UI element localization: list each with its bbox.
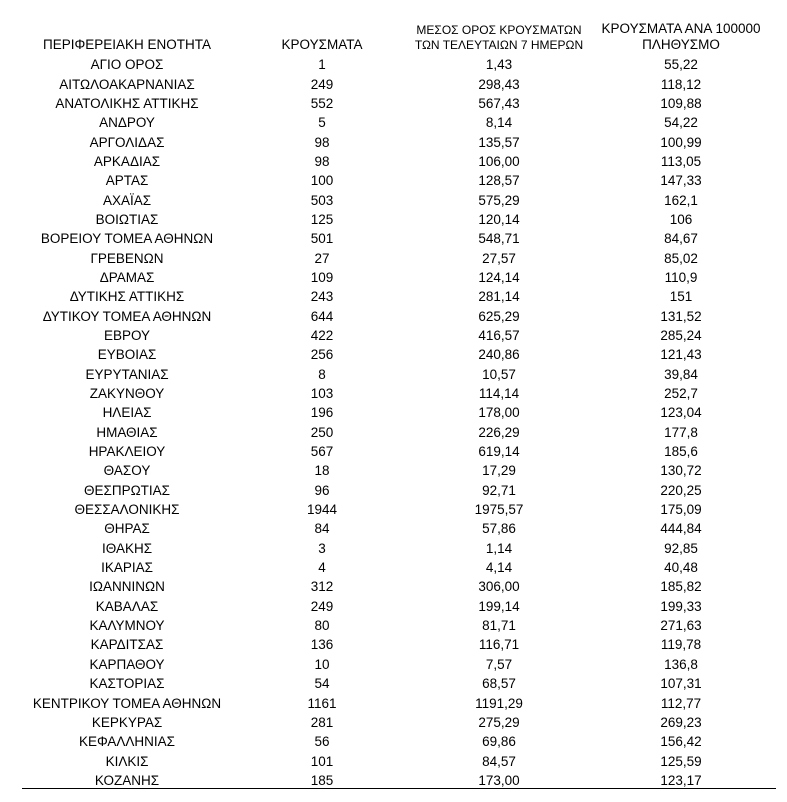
cases-cell: 136	[310, 637, 334, 653]
table-row	[22, 152, 776, 171]
region-cell: ΗΡΑΚΛΕΙΟΥ	[88, 444, 166, 460]
cases-cell: 10	[314, 656, 330, 672]
cases-cell: 103	[310, 386, 334, 402]
region-cell: ΕΥΒΟΙΑΣ	[97, 347, 157, 363]
per-100k-cell: 107,31	[660, 676, 702, 692]
region-cell: ΔΥΤΙΚΗΣ ΑΤΤΙΚΗΣ	[69, 289, 185, 305]
table-row	[22, 442, 776, 461]
per-100k-cell: 130,72	[660, 463, 702, 479]
per-100k-cell: 269,23	[660, 714, 702, 730]
region-cell: ΕΥΡΥΤΑΝΙΑΣ	[85, 366, 169, 382]
cases-cell: 567	[310, 444, 334, 460]
avg-7-days-cell: 106,00	[478, 153, 520, 169]
table-row	[22, 94, 776, 113]
table-row	[22, 132, 776, 151]
avg-7-days-cell: 306,00	[478, 579, 520, 595]
per-100k-cell: 125,59	[660, 753, 702, 769]
avg-7-days-cell: 1191,29	[475, 695, 523, 711]
cases-cell: 84	[314, 521, 330, 537]
region-cell: ΚΕΡΚΥΡΑΣ	[91, 714, 163, 730]
region-cell: ΓΡΕΒΕΝΩΝ	[90, 250, 164, 266]
avg-7-days-cell: 1,14	[485, 540, 513, 556]
avg-7-days-cell: 17,29	[482, 463, 516, 479]
region-cell: ΘΗΡΑΣ	[104, 521, 150, 537]
region-cell: ΘΕΣΣΑΛΟΝΙΚΗΣ	[74, 502, 180, 518]
avg-7-days-cell: 275,29	[478, 714, 520, 730]
per-100k-cell: 40,48	[664, 560, 698, 576]
per-100k-cell: 92,85	[664, 540, 698, 556]
per-100k-cell: 185,82	[660, 579, 702, 595]
avg-7-days-cell: 81,71	[482, 618, 516, 634]
cases-cell: 196	[310, 405, 334, 421]
avg-7-days-cell: 575,29	[478, 192, 520, 208]
region-cell: ΑΝΑΤΟΛΙΚΗΣ ΑΤΤΙΚΗΣ	[55, 95, 199, 111]
region-cell: ΘΕΣΠΡΩΤΙΑΣ	[83, 482, 171, 498]
table-row	[22, 500, 776, 519]
avg-7-days-cell: 4,14	[485, 560, 513, 576]
avg-7-days-cell: 114,14	[478, 386, 520, 402]
region-cell: ΚΑΡΔΙΤΣΑΣ	[90, 637, 164, 653]
header-avg-line2: ΤΩΝ ΤΕΛΕΥΤΑΙΩΝ 7 ΗΜΕΡΩΝ	[414, 38, 584, 52]
table-row	[22, 481, 776, 500]
table-row	[22, 229, 776, 248]
per-100k-cell: 109,88	[660, 95, 702, 111]
avg-7-days-cell: 240,86	[478, 347, 520, 363]
table-row	[22, 248, 776, 267]
per-100k-cell: 156,42	[660, 734, 702, 750]
table-row	[22, 190, 776, 209]
region-cell: ΚΕΝΤΡΙΚΟΥ ΤΟΜΕΑ ΑΘΗΝΩΝ	[32, 695, 222, 711]
table-row	[22, 539, 776, 558]
avg-7-days-cell: 226,29	[478, 424, 520, 440]
avg-7-days-cell: 57,86	[482, 521, 516, 537]
per-100k-cell: 110,9	[664, 269, 698, 285]
table-row	[22, 268, 776, 287]
avg-7-days-cell: 173,00	[478, 772, 520, 788]
table-row	[22, 113, 776, 132]
table-row	[22, 577, 776, 596]
per-100k-cell: 55,22	[664, 57, 698, 73]
cases-cell: 18	[314, 463, 330, 479]
header-avg-7-days	[412, 16, 586, 55]
avg-7-days-cell: 10,57	[482, 366, 516, 382]
table-row	[22, 171, 776, 190]
cases-cell: 243	[310, 289, 334, 305]
per-100k-cell: 220,25	[660, 482, 702, 498]
region-cell: ΗΛΕΙΑΣ	[102, 405, 152, 421]
cases-cell: 422	[310, 327, 334, 343]
region-cell: ΚΟΖΑΝΗΣ	[94, 772, 160, 788]
table-row	[22, 403, 776, 422]
cases-cell: 5	[318, 115, 326, 131]
table-row	[22, 210, 776, 229]
cases-cell: 1161	[307, 695, 337, 711]
table-row	[22, 365, 776, 384]
cases-cell: 98	[314, 134, 330, 150]
per-100k-cell: 119,78	[660, 637, 702, 653]
avg-7-days-cell: 69,86	[482, 734, 516, 750]
bottom-rule	[22, 788, 776, 789]
region-cell: ΑΡΓΟΛΙΔΑΣ	[89, 134, 165, 150]
cases-cell: 249	[310, 76, 334, 92]
per-100k-cell: 136,8	[664, 656, 698, 672]
avg-7-days-cell: 7,57	[485, 656, 513, 672]
region-cell: ΚΑΒΑΛΑΣ	[95, 598, 159, 614]
avg-7-days-cell: 84,57	[482, 753, 516, 769]
cases-cell: 56	[314, 734, 330, 750]
region-cell: ΑΝΔΡΟΥ	[99, 115, 155, 131]
per-100k-cell: 121,43	[660, 347, 702, 363]
per-100k-cell: 177,8	[664, 424, 698, 440]
avg-7-days-cell: 124,14	[478, 269, 520, 285]
table-row	[22, 597, 776, 616]
region-cell: ΚΑΡΠΑΘΟΥ	[89, 656, 165, 672]
avg-7-days-cell: 567,43	[478, 95, 520, 111]
avg-7-days-cell: 199,14	[478, 598, 520, 614]
avg-7-days-cell: 1975,57	[474, 502, 524, 518]
cases-cell: 54	[314, 676, 330, 692]
per-100k-cell: 285,24	[660, 327, 702, 343]
region-cell: ΒΟΙΩΤΙΑΣ	[95, 211, 159, 227]
per-100k-cell: 54,22	[664, 115, 698, 131]
header-per-100k	[586, 16, 776, 55]
table-row	[22, 713, 776, 732]
table-row	[22, 674, 776, 693]
per-100k-cell: 175,09	[660, 502, 702, 518]
table-row	[22, 306, 776, 325]
avg-7-days-cell: 416,57	[478, 327, 520, 343]
avg-7-days-cell: 1,43	[485, 57, 513, 73]
header-cases: ΚΡΟΥΣΜΑΤΑ	[281, 37, 363, 52]
region-cell: ΑΧΑΪΑΣ	[102, 192, 152, 208]
cases-cell: 4	[318, 560, 326, 576]
region-cell: ΒΟΡΕΙΟΥ ΤΟΜΕΑ ΑΘΗΝΩΝ	[40, 231, 214, 247]
header-region: ΠΕΡΙΦΕΡΕΙΑΚΗ ΕΝΟΤΗΤΑ	[42, 37, 212, 52]
avg-7-days-cell: 8,14	[485, 115, 513, 131]
table-row	[22, 287, 776, 306]
table-row	[22, 423, 776, 442]
cases-cell: 8	[318, 366, 326, 382]
table-row	[22, 693, 776, 712]
table-row	[22, 519, 776, 538]
cases-cell: 644	[310, 308, 334, 324]
region-cell: ΚΑΛΥΜΝΟΥ	[89, 618, 165, 634]
avg-7-days-cell: 619,14	[478, 444, 520, 460]
region-cell: ΑΓΙΟ ΟΡΟΣ	[90, 57, 164, 73]
table-row	[22, 558, 776, 577]
region-cell: ΚΑΣΤΟΡΙΑΣ	[89, 676, 165, 692]
cases-cell: 100	[310, 173, 334, 189]
avg-7-days-cell: 68,57	[482, 676, 516, 692]
table-row	[22, 751, 776, 770]
cases-cell: 125	[310, 211, 334, 227]
cases-cell: 1	[318, 57, 326, 73]
header-per100k-line2: ΠΛΗΘΥΣΜΟ	[642, 37, 720, 52]
table-body	[22, 55, 776, 790]
region-cell: ΕΒΡΟΥ	[103, 327, 151, 343]
region-cell: ΚΙΛΚΙΣ	[105, 753, 149, 769]
header-avg-line1: ΜΕΣΟΣ ΟΡΟΣ ΚΡΟΥΣΜΑΤΩΝ	[416, 23, 582, 37]
region-cell: ΙΚΑΡΙΑΣ	[101, 560, 153, 576]
per-100k-cell: 123,17	[660, 772, 702, 788]
cases-cell: 109	[310, 269, 334, 285]
per-100k-cell: 100,99	[660, 134, 702, 150]
avg-7-days-cell: 135,57	[478, 134, 520, 150]
cases-cell: 501	[310, 231, 334, 247]
region-cell: ΖΑΚΥΝΘΟΥ	[89, 386, 165, 402]
avg-7-days-cell: 27,57	[482, 250, 516, 266]
cases-cell: 552	[310, 95, 334, 111]
region-cell: ΔΡΑΜΑΣ	[99, 269, 155, 285]
cases-cell: 80	[314, 618, 330, 634]
table-row	[22, 616, 776, 635]
per-100k-cell: 271,63	[660, 618, 702, 634]
table-row	[22, 461, 776, 480]
header-per100k-line1: ΚΡΟΥΣΜΑΤΑ ΑΝΑ 100000	[601, 21, 761, 36]
avg-7-days-cell: 128,57	[478, 173, 520, 189]
per-100k-cell: 106	[669, 211, 693, 227]
per-100k-cell: 84,67	[664, 231, 698, 247]
avg-7-days-cell: 92,71	[482, 482, 516, 498]
avg-7-days-cell: 281,14	[478, 289, 520, 305]
region-cell: ΙΘΑΚΗΣ	[101, 540, 153, 556]
table-row	[22, 732, 776, 751]
cases-cell: 281	[310, 714, 334, 730]
region-cell: ΑΡΚΑΔΙΑΣ	[93, 153, 161, 169]
avg-7-days-cell: 120,14	[478, 211, 520, 227]
avg-7-days-cell: 625,29	[478, 308, 520, 324]
avg-7-days-cell: 116,71	[478, 637, 520, 653]
cases-cell: 312	[310, 579, 334, 595]
table-row	[22, 326, 776, 345]
cases-cell: 503	[310, 192, 334, 208]
region-cell: ΑΙΤΩΛΟΑΚΑΡΝΑΝΙΑΣ	[59, 76, 195, 92]
per-100k-cell: 112,77	[660, 695, 702, 711]
per-100k-cell: 162,1	[664, 192, 698, 208]
cases-cell: 27	[314, 250, 330, 266]
cases-table	[22, 16, 776, 790]
cases-cell: 1944	[306, 502, 338, 518]
cases-cell: 3	[318, 540, 326, 556]
per-100k-cell: 123,04	[660, 405, 702, 421]
cases-cell: 98	[314, 153, 330, 169]
per-100k-cell: 252,7	[664, 386, 698, 402]
cases-cell: 250	[310, 424, 334, 440]
per-100k-cell: 199,33	[660, 598, 702, 614]
per-100k-cell: 113,05	[660, 153, 702, 169]
region-cell: ΗΜΑΘΙΑΣ	[96, 424, 158, 440]
cases-cell: 256	[310, 347, 334, 363]
region-cell: ΚΕΦΑΛΛΗΝΙΑΣ	[78, 734, 176, 750]
per-100k-cell: 151	[669, 289, 693, 305]
region-cell: ΙΩΑΝΝΙΝΩΝ	[89, 579, 165, 595]
table-row	[22, 655, 776, 674]
per-100k-cell: 444,84	[660, 521, 702, 537]
header-row	[22, 16, 776, 55]
table-row	[22, 55, 776, 74]
table-row	[22, 74, 776, 93]
avg-7-days-cell: 548,71	[478, 231, 520, 247]
table-row	[22, 384, 776, 403]
per-100k-cell: 185,6	[664, 444, 698, 460]
per-100k-cell: 147,33	[660, 173, 702, 189]
per-100k-cell: 131,52	[660, 308, 702, 324]
per-100k-cell: 118,12	[660, 76, 702, 92]
cases-cell: 185	[310, 772, 334, 788]
table-row	[22, 635, 776, 654]
per-100k-cell: 39,84	[664, 366, 698, 382]
per-100k-cell: 85,02	[664, 250, 698, 266]
cases-cell: 96	[314, 482, 330, 498]
table-row	[22, 345, 776, 364]
region-cell: ΔΥΤΙΚΟΥ ΤΟΜΕΑ ΑΘΗΝΩΝ	[42, 308, 212, 324]
avg-7-days-cell: 178,00	[478, 405, 520, 421]
region-cell: ΘΑΣΟΥ	[103, 463, 151, 479]
avg-7-days-cell: 298,43	[478, 76, 520, 92]
cases-cell: 101	[310, 753, 334, 769]
region-cell: ΑΡΤΑΣ	[105, 173, 149, 189]
cases-cell: 249	[310, 598, 334, 614]
